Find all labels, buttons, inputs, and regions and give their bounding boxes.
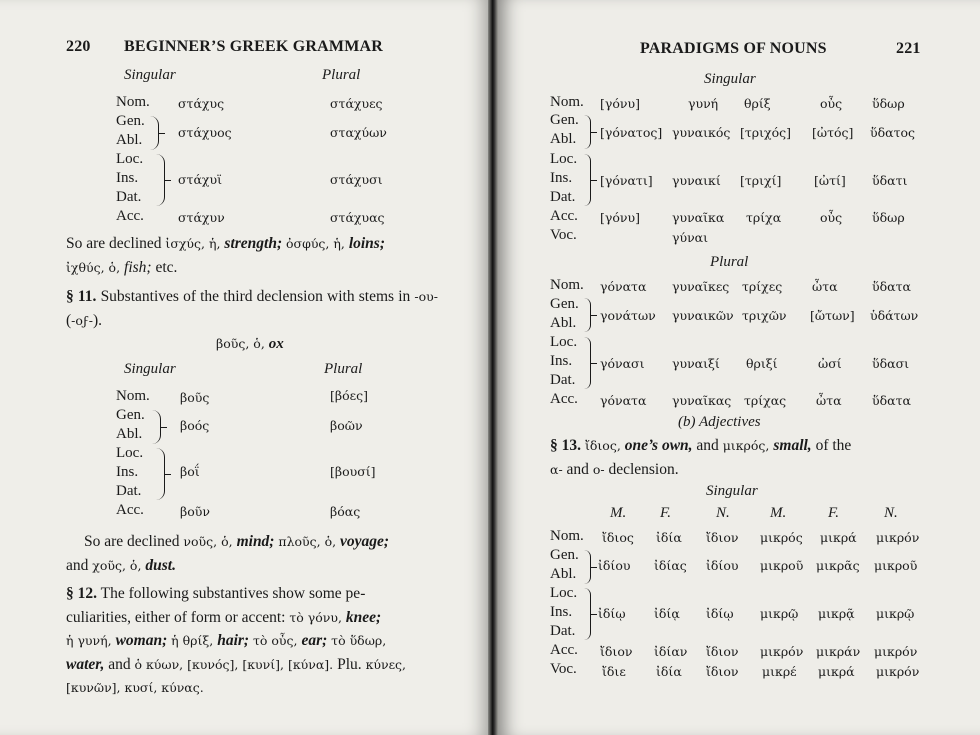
case-label: Acc. bbox=[116, 208, 144, 224]
greek-form: ἴδιε bbox=[602, 664, 626, 679]
case-label: Ins. bbox=[550, 604, 573, 620]
greek-form: μικρόν bbox=[876, 664, 920, 679]
case-label: Dat. bbox=[116, 189, 142, 205]
greek-form: ἰδίας bbox=[654, 558, 687, 573]
greek-form: μικρά bbox=[820, 530, 857, 545]
greek-form: γύναι bbox=[672, 230, 709, 245]
case-label: Ins. bbox=[116, 464, 139, 480]
greek-form: ὕδωρ bbox=[872, 210, 905, 225]
case-label: Voc. bbox=[550, 661, 577, 677]
greek-form: βοῶν bbox=[330, 418, 363, 433]
greek-form: μικρᾷ bbox=[818, 606, 855, 621]
greek-form: μικρέ bbox=[762, 664, 797, 679]
greek-form: γόνατα bbox=[600, 279, 647, 294]
table-title: βοῦς, ὁ, ox bbox=[216, 336, 284, 352]
greek-form: [ὤτων] bbox=[810, 308, 855, 323]
greek-form: οὖς bbox=[820, 210, 843, 225]
greek-form: ἴδιον bbox=[706, 664, 739, 679]
greek-form: γυναῖκες bbox=[672, 279, 730, 294]
greek-form: σταχύων bbox=[330, 125, 387, 140]
greek-form: γονάτων bbox=[600, 308, 656, 323]
running-head: BEGINNER’S GREEK GRAMMAR bbox=[124, 38, 384, 55]
greek-form: μικρός bbox=[760, 530, 803, 545]
greek-form: [τριχός] bbox=[740, 125, 792, 140]
case-brace bbox=[584, 337, 591, 389]
case-brace bbox=[584, 115, 591, 149]
case-brace bbox=[150, 116, 159, 150]
gender-header: N. bbox=[884, 505, 898, 521]
greek-form: ὕδασι bbox=[872, 356, 909, 371]
greek-form: ὕδατι bbox=[872, 173, 908, 188]
greek-form: [γόνυ] bbox=[600, 210, 640, 225]
greek-form: ἰδίᾳ bbox=[654, 606, 680, 621]
case-label: Abl. bbox=[550, 315, 577, 331]
case-label: Loc. bbox=[550, 585, 578, 601]
greek-form: [γόνατι] bbox=[600, 173, 653, 188]
case-label: Gen. bbox=[550, 296, 579, 312]
greek-form: ἴδιος bbox=[602, 530, 634, 545]
case-label: Ins. bbox=[116, 170, 139, 186]
singular-heading: Singular bbox=[124, 361, 176, 377]
greek-form: μικράν bbox=[816, 644, 861, 659]
greek-form: ἴδιον bbox=[600, 644, 633, 659]
section-12: § 12. The following substantives show some pe- culiarities, either of form or accent: τὸ γόνυ, knee; ἡ γυνή, woman; ἡ θρίξ, hair; τὸ οὖς, ear; τὸ ὕδωρ, water, and ὁ κύων, [κυνός], [κυνί], [κύνα]. Plu. κύνες, [κυνῶν], κυσί, κύνας. bbox=[66, 585, 407, 695]
case-label: Abl. bbox=[550, 566, 577, 582]
case-label: Nom. bbox=[550, 94, 584, 110]
case-brace bbox=[584, 550, 591, 584]
greek-form: γυναῖκα bbox=[672, 210, 725, 225]
greek-form: [ὠτός] bbox=[812, 125, 854, 140]
greek-form: μικρόν bbox=[874, 644, 918, 659]
greek-form: στάχυν bbox=[178, 210, 225, 225]
case-label: Ins. bbox=[550, 170, 573, 186]
greek-form: βοῦς bbox=[180, 390, 210, 405]
case-label: Gen. bbox=[116, 113, 145, 129]
greek-form: [βουσί] bbox=[330, 464, 376, 479]
greek-form: στάχυσι bbox=[330, 172, 383, 187]
case-brace bbox=[156, 448, 165, 500]
greek-form: γυναιξί bbox=[672, 356, 720, 371]
section-heading: (b) Adjectives bbox=[678, 414, 761, 430]
case-label: Acc. bbox=[116, 502, 144, 518]
greek-form: γυναικί bbox=[672, 173, 721, 188]
greek-form: στάχυς bbox=[178, 96, 225, 111]
greek-form: ἰδίῳ bbox=[598, 606, 626, 621]
greek-form: ὦτα bbox=[812, 279, 838, 294]
section-11: § 11. Substantives of the third declension with stems in -ου- (-οϝ-). bbox=[66, 288, 438, 329]
case-label: Voc. bbox=[550, 227, 577, 243]
gender-header: N. bbox=[716, 505, 730, 521]
case-label: Loc. bbox=[116, 151, 144, 167]
greek-form: τριχῶν bbox=[742, 308, 787, 323]
case-brace bbox=[152, 410, 161, 444]
case-label: Acc. bbox=[550, 208, 578, 224]
case-brace bbox=[584, 588, 591, 640]
singular-heading: Singular bbox=[124, 67, 176, 83]
case-label: Abl. bbox=[116, 132, 143, 148]
greek-form: οὖς bbox=[820, 96, 843, 111]
greek-form: ὕδατα bbox=[872, 279, 911, 294]
greek-form: βοῦν bbox=[180, 504, 210, 519]
greek-form: [γόνυ] bbox=[600, 96, 640, 111]
greek-form: στάχυϊ bbox=[178, 172, 222, 187]
greek-form: ἰδίῳ bbox=[706, 606, 734, 621]
left-page bbox=[0, 0, 488, 735]
greek-form: ἴδιον bbox=[706, 530, 739, 545]
greek-form: [ὠτί] bbox=[814, 173, 846, 188]
greek-form: ὑδάτων bbox=[870, 308, 919, 323]
book-spine bbox=[488, 0, 498, 735]
case-label: Loc. bbox=[550, 151, 578, 167]
case-label: Dat. bbox=[550, 372, 576, 388]
greek-form: μικρῷ bbox=[760, 606, 799, 621]
case-label: Dat. bbox=[550, 189, 576, 205]
greek-form: γυνή bbox=[688, 96, 719, 111]
paragraph: So are declined ἰσχύς, ἡ, strength; ὀσφύς, ἡ, loins; ἰχθύς, ὁ, fish; etc. bbox=[66, 235, 385, 276]
gender-header: M. bbox=[770, 505, 787, 521]
case-label: Gen. bbox=[550, 547, 579, 563]
greek-form: μικρόν bbox=[876, 530, 920, 545]
case-label: Nom. bbox=[116, 388, 150, 404]
greek-form: γυναικός bbox=[672, 125, 731, 140]
greek-form: ἴδιον bbox=[706, 644, 739, 659]
greek-form: [βόες] bbox=[330, 388, 368, 403]
greek-form: στάχυας bbox=[330, 210, 385, 225]
case-label: Gen. bbox=[550, 112, 579, 128]
case-label: Acc. bbox=[550, 391, 578, 407]
greek-form: θριξί bbox=[746, 356, 778, 371]
greek-form: βοΐ bbox=[180, 464, 200, 479]
case-label: Dat. bbox=[550, 623, 576, 639]
paragraph: So are declined νοῦς, ὁ, mind; πλοῦς, ὁ, voyage; and χοῦς, ὁ, dust. bbox=[66, 533, 390, 574]
greek-form: ὕδωρ bbox=[872, 96, 905, 111]
case-label: Ins. bbox=[550, 353, 573, 369]
greek-form: ὦτα bbox=[816, 393, 842, 408]
greek-form: τρίχα bbox=[746, 210, 782, 225]
greek-form: μικροῦ bbox=[760, 558, 804, 573]
greek-form: ἰδίου bbox=[706, 558, 739, 573]
greek-form: μικρόν bbox=[760, 644, 804, 659]
greek-form: ἰδία bbox=[656, 664, 682, 679]
right-page bbox=[498, 0, 980, 735]
greek-form: γυναικῶν bbox=[672, 308, 734, 323]
greek-form: ἰδία bbox=[656, 530, 682, 545]
case-label: Nom. bbox=[116, 94, 150, 110]
case-label: Nom. bbox=[550, 528, 584, 544]
gender-header: M. bbox=[610, 505, 627, 521]
case-label: Dat. bbox=[116, 483, 142, 499]
gender-header: F. bbox=[660, 505, 671, 521]
greek-form: τρίχας bbox=[744, 393, 787, 408]
greek-form: βόας bbox=[330, 504, 361, 519]
greek-form: τρίχες bbox=[742, 279, 783, 294]
plural-heading: Plural bbox=[324, 361, 363, 377]
section-13: § 13. ἴδιος, one’s own, and μικρός, small, of the α- and ο- declension. bbox=[550, 437, 852, 478]
greek-form: μικρᾶς bbox=[816, 558, 860, 573]
case-label: Gen. bbox=[116, 407, 145, 423]
plural-heading: Plural bbox=[322, 67, 361, 83]
greek-form: ὠσί bbox=[818, 356, 842, 371]
greek-form: γυναῖκας bbox=[672, 393, 732, 408]
gender-header: F. bbox=[828, 505, 839, 521]
greek-form: μικρά bbox=[818, 664, 855, 679]
greek-form: ἰδίου bbox=[598, 558, 631, 573]
greek-form: ἰδίαν bbox=[654, 644, 688, 659]
singular-heading: Singular bbox=[704, 71, 756, 87]
running-head: PARADIGMS OF NOUNS bbox=[640, 40, 827, 57]
greek-form: [τριχί] bbox=[740, 173, 782, 188]
case-brace bbox=[584, 298, 591, 332]
greek-form: στάχυος bbox=[178, 125, 232, 140]
greek-form: θρίξ bbox=[744, 96, 771, 111]
case-brace bbox=[156, 154, 165, 206]
case-label: Acc. bbox=[550, 642, 578, 658]
greek-form: μικρῷ bbox=[876, 606, 915, 621]
case-label: Abl. bbox=[550, 131, 577, 147]
singular-heading: Singular bbox=[706, 483, 758, 499]
page-number: 220 bbox=[66, 38, 91, 55]
greek-form: γόνασι bbox=[600, 356, 645, 371]
greek-form: στάχυες bbox=[330, 96, 383, 111]
case-label: Abl. bbox=[116, 426, 143, 442]
greek-form: γόνατα bbox=[600, 393, 647, 408]
greek-form: [γόνατος] bbox=[600, 125, 663, 140]
case-label: Loc. bbox=[116, 445, 144, 461]
case-brace bbox=[584, 154, 591, 206]
page-number: 221 bbox=[896, 40, 921, 57]
greek-form: μικροῦ bbox=[874, 558, 918, 573]
greek-form: βοός bbox=[180, 418, 210, 433]
greek-form: ὕδατα bbox=[872, 393, 911, 408]
plural-heading: Plural bbox=[710, 254, 749, 270]
greek-form: ὕδατος bbox=[870, 125, 916, 140]
case-label: Loc. bbox=[550, 334, 578, 350]
case-label: Nom. bbox=[550, 277, 584, 293]
